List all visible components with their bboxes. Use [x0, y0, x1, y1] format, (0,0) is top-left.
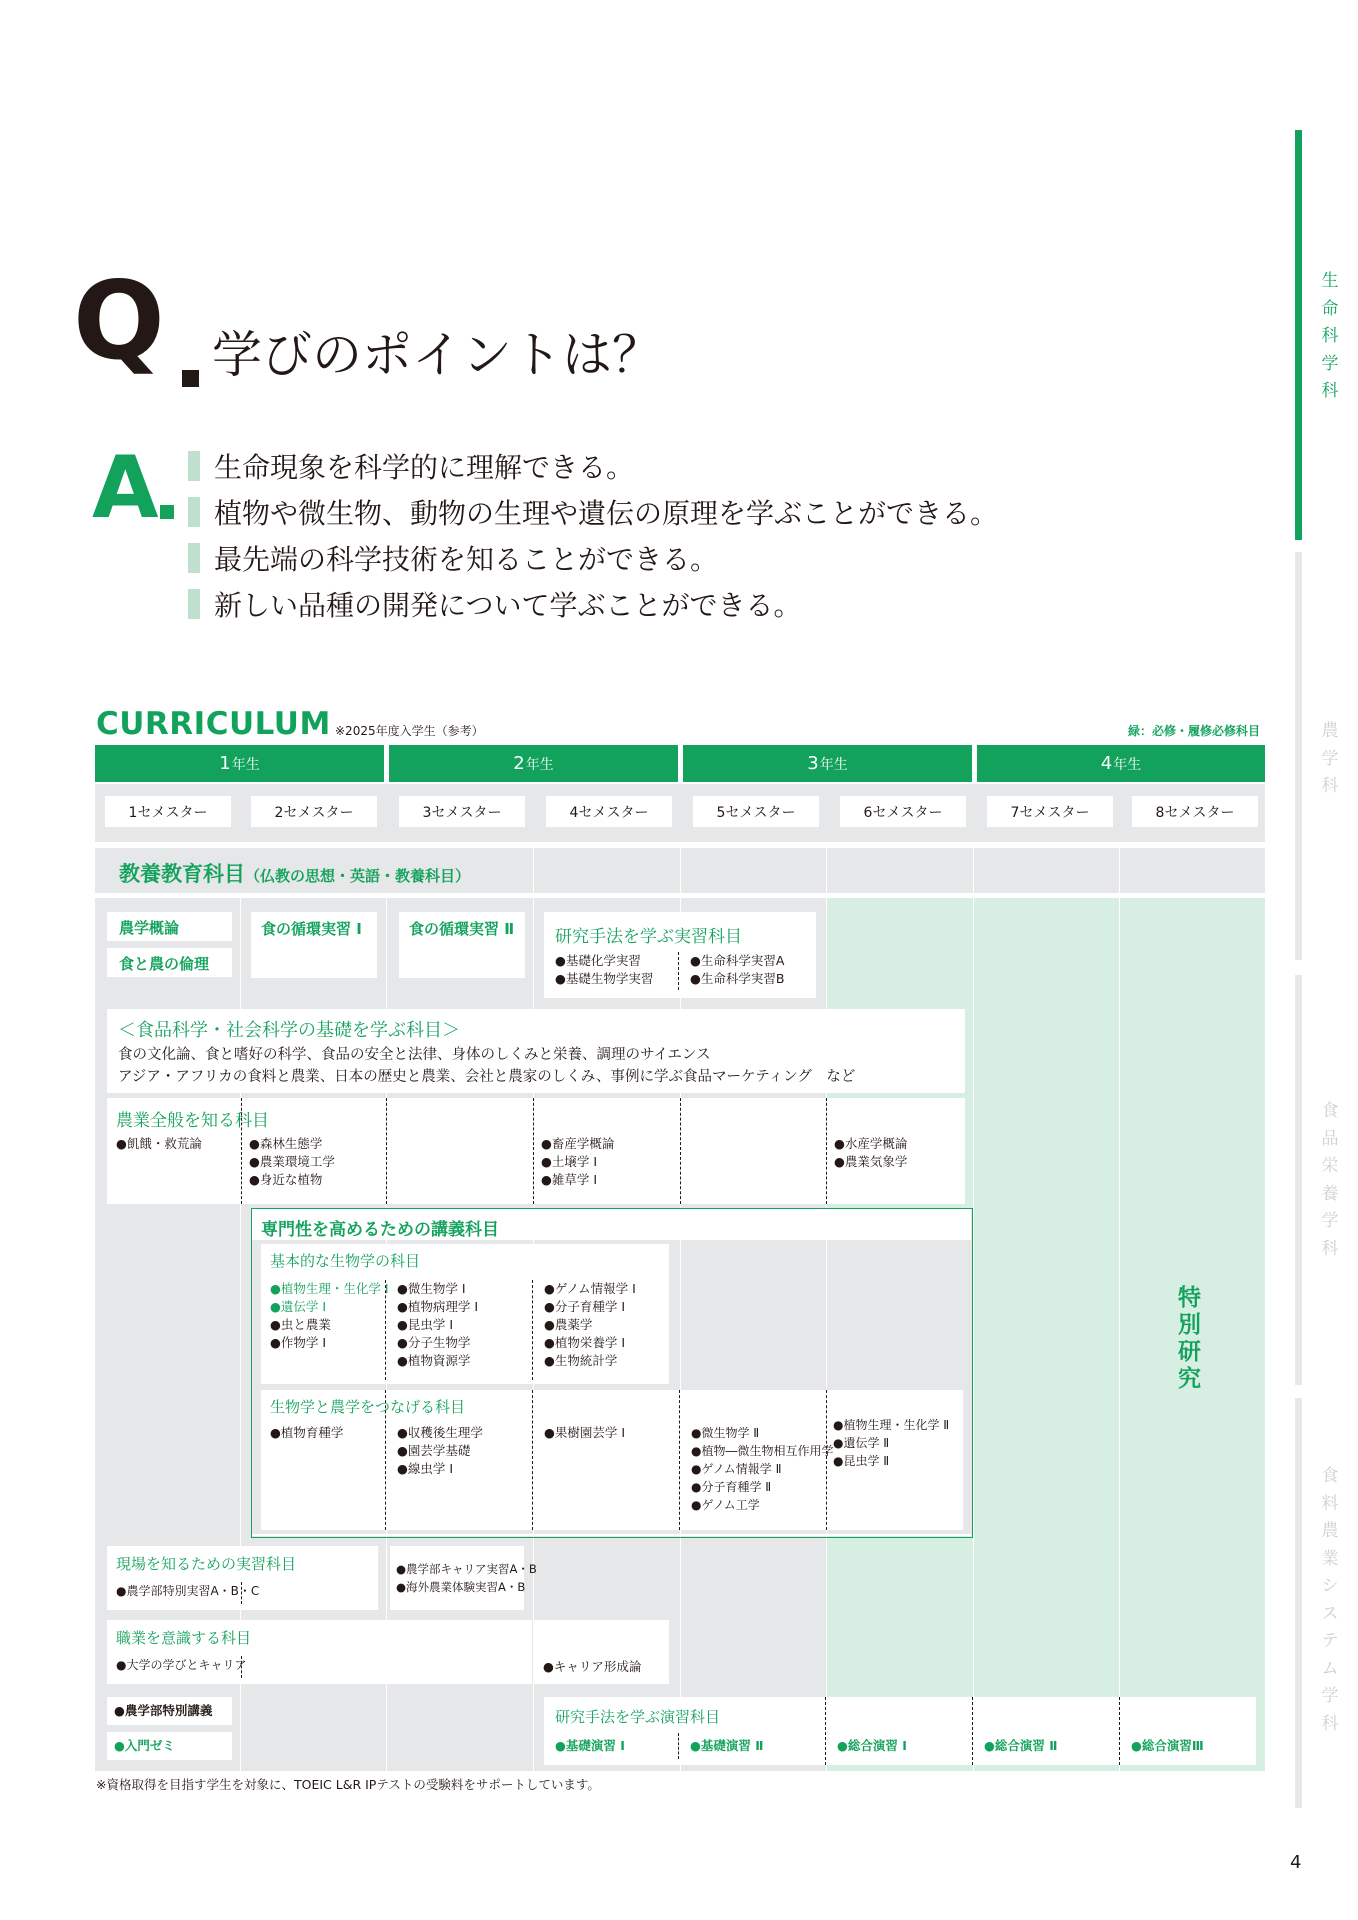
- semester-5: 5セメスター: [693, 796, 819, 827]
- shokugyo-block: 職業を意識する科目 ●大学の学びとキャリア: [107, 1620, 532, 1684]
- page-title: 学びのポイントは？: [212, 326, 662, 384]
- semester-2: 2セメスター: [251, 796, 377, 827]
- answer-item: 新しい品種の開発について学ぶことができる。: [188, 581, 998, 627]
- page-number: 4: [1290, 1852, 1302, 1873]
- answer-item: 生命現象を科学的に理解できる。: [188, 443, 998, 489]
- side-index-tab-nogaku[interactable]: 農学科: [1321, 721, 1339, 796]
- kiso-biology-block: 基本的な生物学の科目 ●植物生理・生化学 Ⅰ ●遺伝学 Ⅰ ●虫と農業 ●作物学 Ⅰ ●微生物学 Ⅰ ●植物病理学 Ⅰ ●昆虫学 Ⅰ ●分子生物学 ●植物資源学 ●ゲノム情報学 Ⅰ ●分子育種学 Ⅰ ●農薬学 ●植物栄養学 Ⅰ ●生物統計学: [261, 1244, 669, 1384]
- answer-list: [188, 443, 998, 627]
- semester-3: 3セメスター: [399, 796, 525, 827]
- side-index-bar: [1295, 1398, 1302, 1808]
- kenkyu-jisshu-list: ●基礎化学実習 ●基礎生物学実習: [555, 953, 654, 986]
- year-1-header: 1 年生: [95, 745, 384, 782]
- enshu-block: 研究手法を学ぶ演習科目 ●基礎演習 Ⅰ ●基礎演習 Ⅱ ●総合演習 Ⅰ ●総合演習 Ⅱ ●総合演習Ⅲ: [544, 1697, 1256, 1765]
- side-index-bar: [1295, 552, 1302, 960]
- nogyo-ippan-block: 農業全般を知る科目 ●飢餓・救荒論 ●森林生態学 ●農業環境工学 ●身近な植物 ●畜産学概論 ●土壌学 Ⅰ ●雑草学 Ⅰ ●水産学概論 ●農業気象学: [107, 1098, 965, 1204]
- course-nyumon-zemi: ●入門ゼミ: [107, 1732, 232, 1760]
- shokuhin-block: ＜食品科学・社会科学の基礎を学ぶ科目＞ 食の文化論、食と嗜好の科学、食品の安全と法律、身体のしくみと栄養、調理のサイエンス アジア・アフリカの食料と農業、日本の歴史と農業、会社と農家のしくみ、事例に学ぶ食品マーケティング など: [107, 1009, 965, 1093]
- course-junkan-2: 食の循環実習 Ⅱ: [399, 912, 525, 978]
- curriculum-note: ※2025年度入学生（参考）: [335, 724, 484, 738]
- semester-8: 8セメスター: [1132, 796, 1258, 827]
- curriculum-legend: 緑：必修・履修必修科目: [1128, 724, 1261, 738]
- kyoyo-label: 教養教育科目（仏教の思想・英語・教養科目）: [119, 862, 471, 886]
- side-index-tab-seimei[interactable]: 生命科学科: [1321, 271, 1339, 401]
- tokubetsu-kenkyu: 特別研究: [1178, 1285, 1201, 1392]
- answer-item: 植物や微生物、動物の生理や遺伝の原理を学ぶことができる。: [188, 489, 998, 535]
- genba-block-s3: ●農学部キャリア実習A・B ●海外農業体験実習A・B: [390, 1546, 524, 1610]
- year-4-header: 4 年生: [977, 745, 1265, 782]
- senmon-label: 専門性を高めるための講義科目: [261, 1220, 499, 1240]
- side-index-tab-shokuhin[interactable]: 食品栄養学科: [1321, 1101, 1339, 1259]
- course-shoku-rinri: 食と農の倫理: [107, 948, 232, 977]
- shokugyo-block-s4: ●キャリア形成論: [533, 1620, 669, 1684]
- semester-4: 4セメスター: [546, 796, 672, 827]
- course-nogaku-gairon: 農学概論: [107, 912, 232, 941]
- curriculum-title: CURRICULUM: [96, 706, 331, 742]
- q-dot: [182, 370, 199, 387]
- q-letter: Q: [73, 259, 161, 384]
- tsunagu-block: 生物学と農学をつなげる科目 ●植物育種学 ●収穫後生理学 ●園芸学基礎 ●線虫学 Ⅰ ●果樹園芸学 Ⅰ ●微生物学 Ⅱ ●植物―微生物相互作用学 ●ゲノム情報学 Ⅱ ●分子育種学 Ⅱ ●ゲノム工学 ●植物生理・生化学 Ⅱ ●遺伝学 Ⅱ ●昆虫学 Ⅱ: [261, 1390, 963, 1530]
- a-dot: [160, 505, 174, 519]
- semester-7: 7セメスター: [987, 796, 1113, 827]
- side-index-bar: [1295, 975, 1302, 1385]
- kenkyu-jisshu-block: 研究手法を学ぶ実習科目 ●基礎化学実習 ●基礎生物学実習 ●生命科学実習A ●生命科学実習B: [544, 912, 816, 998]
- side-index-tab-shokuryo[interactable]: 食料農業システム学科: [1321, 1466, 1339, 1734]
- a-letter: A: [92, 438, 157, 538]
- year-3-header: 3 年生: [683, 745, 972, 782]
- course-junkan-1: 食の循環実習 Ⅰ: [251, 912, 377, 978]
- answer-item: 最先端の科学技術を知ることができる。: [188, 535, 998, 581]
- side-index-bar-active: [1295, 130, 1302, 540]
- year-2-header: 2 年生: [389, 745, 678, 782]
- course-tokubetsu-kogi: ●農学部特別講義: [107, 1697, 232, 1725]
- semester-6: 6セメスター: [840, 796, 966, 827]
- semester-1: 1セメスター: [105, 796, 231, 827]
- footnote: ※資格取得を目指す学生を対象に、TOEIC L&R IPテストの受験料をサポートしています。: [96, 1777, 600, 1792]
- genba-block: 現場を知るための実習科目 ●農学部特別実習A・B・C: [107, 1546, 378, 1610]
